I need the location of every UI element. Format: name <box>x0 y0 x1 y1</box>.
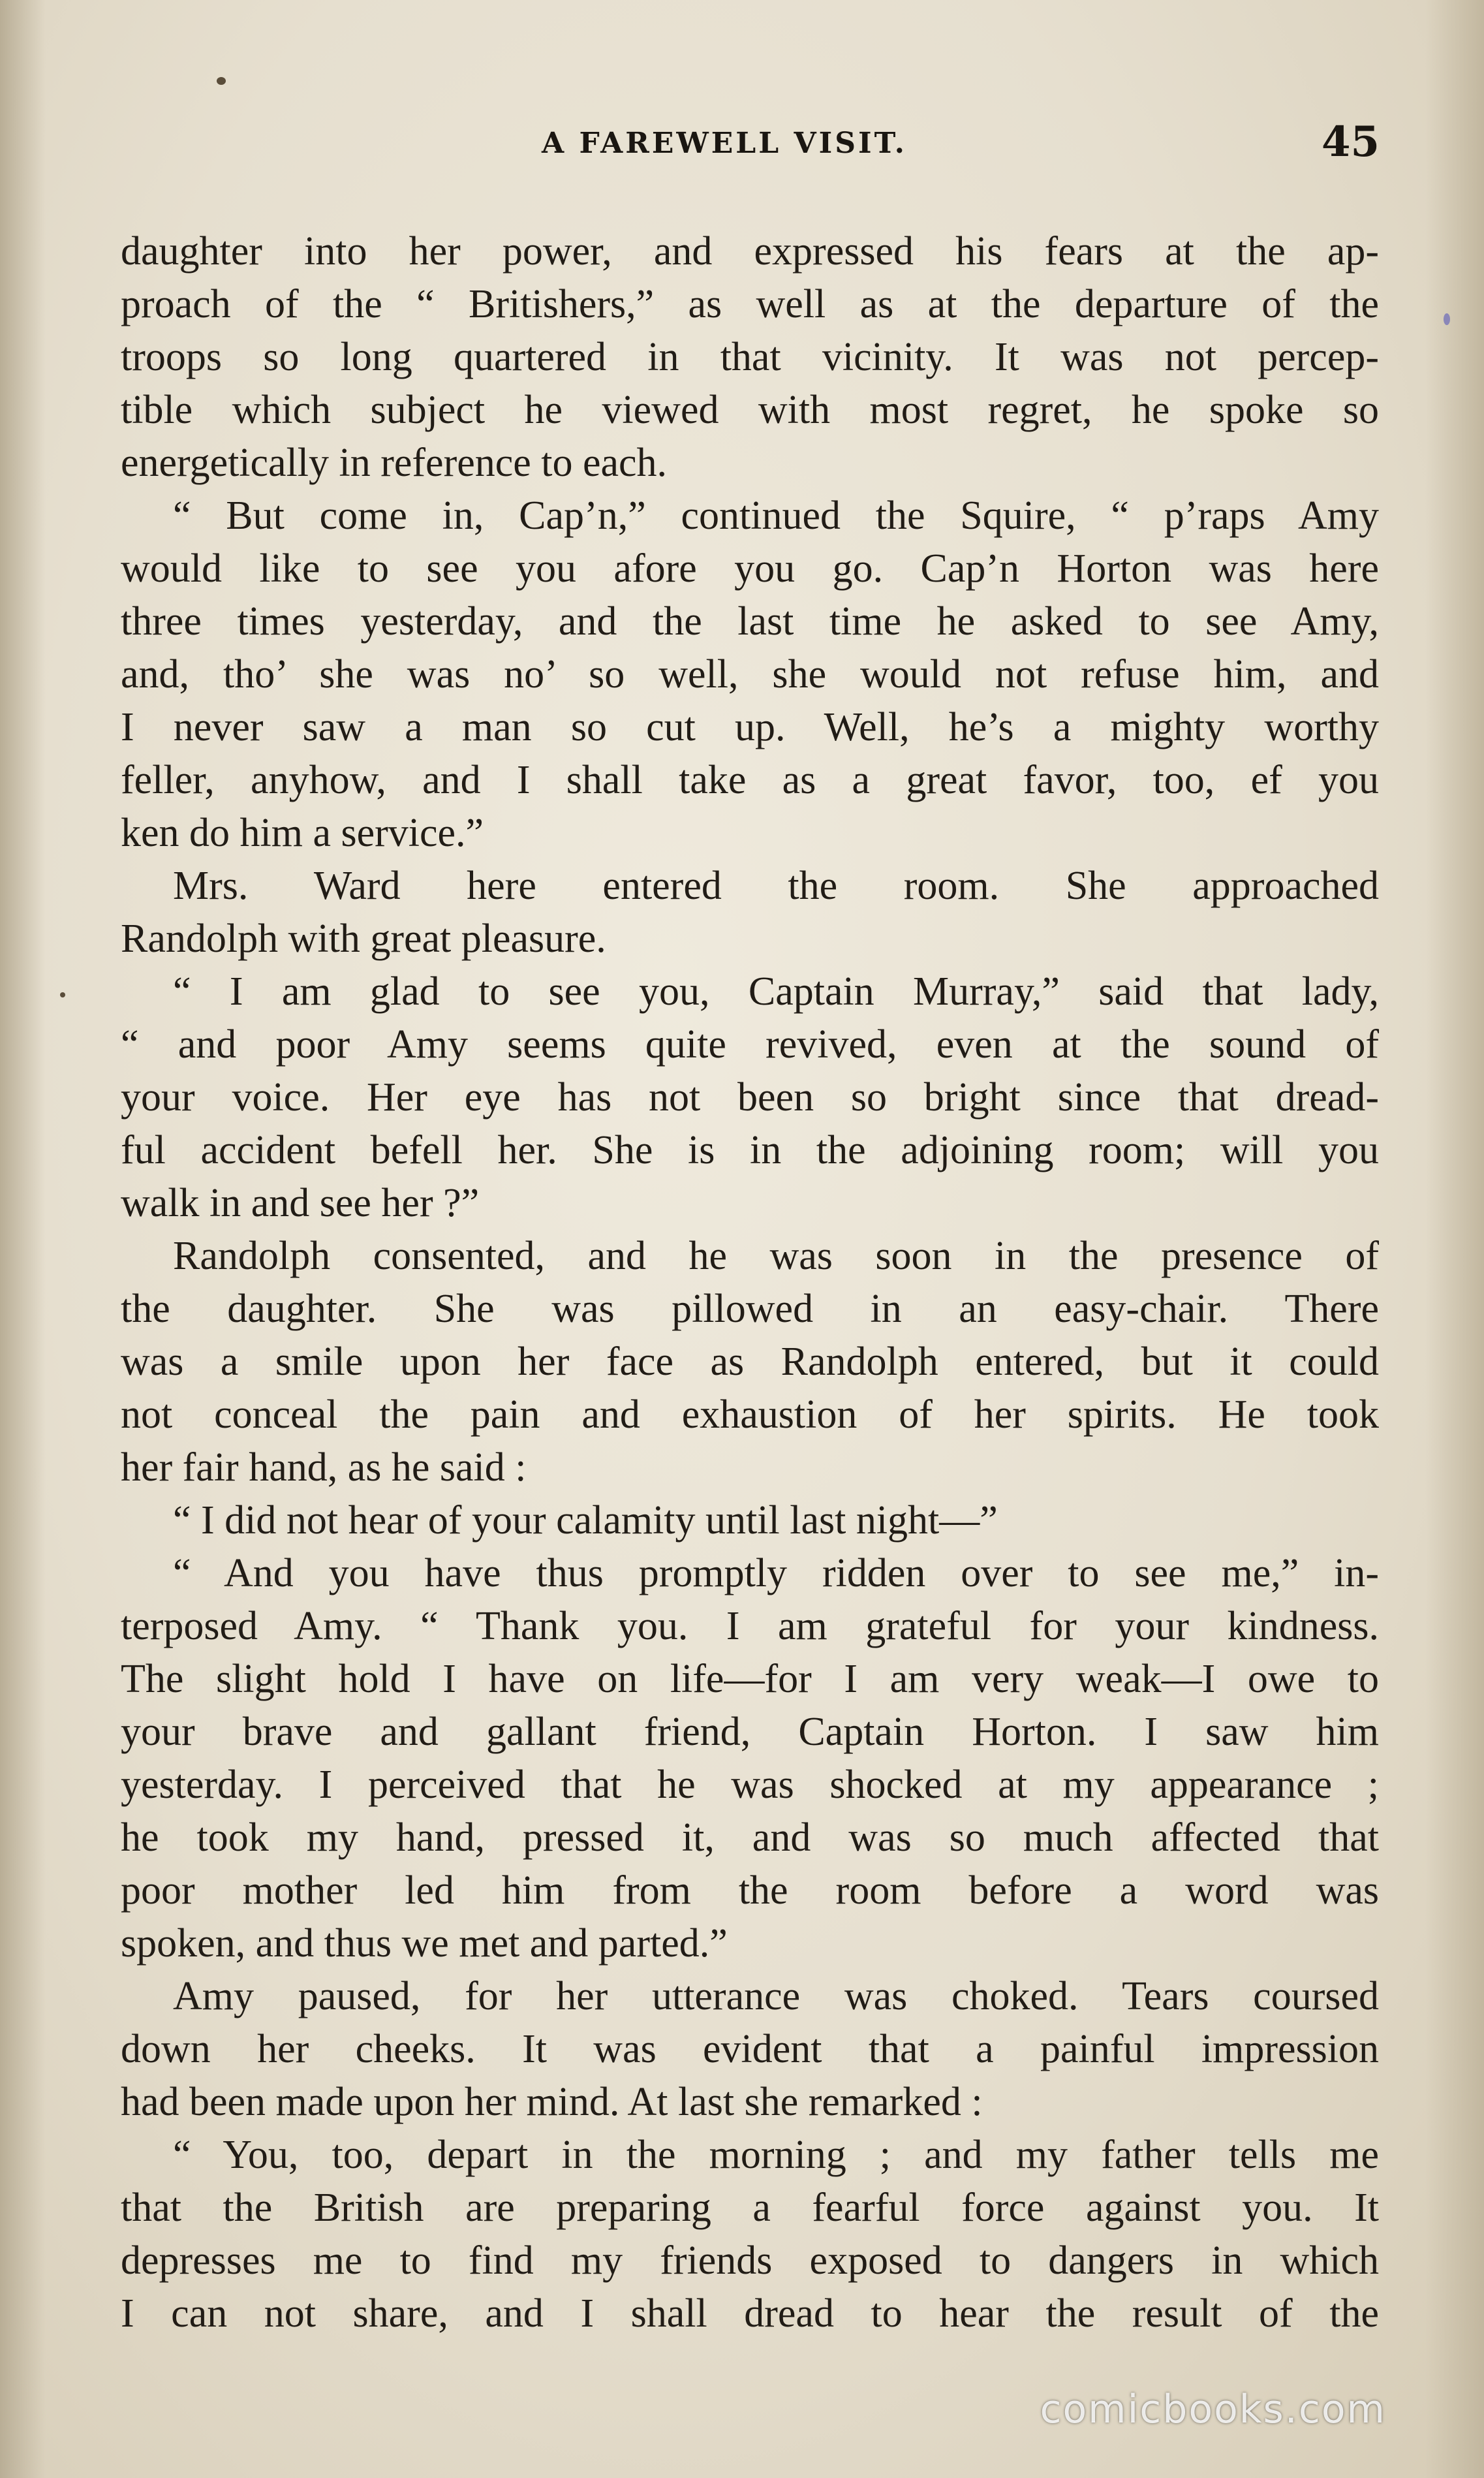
running-title: A FAREWELL VISIT. <box>542 127 907 160</box>
text-line: energetically in reference to each. <box>121 441 668 485</box>
page-number: 45 <box>1321 118 1380 166</box>
text-line: I never saw a man so cut up. Well, he’s a mighty worthy <box>121 705 1379 749</box>
text-line: terposed Amy. “ Thank you. I am grateful for your kindness. <box>121 1604 1379 1648</box>
text-line: the daughter. She was pillowed in an easy-chair. There <box>121 1287 1379 1331</box>
text-line: and, tho’ she was no’ so well, she would not refuse him, and <box>121 652 1379 697</box>
text-line: The slight hold I have on life—for I am very weak—I owe to <box>121 1657 1379 1701</box>
text-line: “ I did not hear of your calamity until last night—” <box>173 1498 998 1543</box>
body-text <box>121 225 1379 2340</box>
text-line: ken do him a service.” <box>121 811 484 855</box>
text-line: feller, anyhow, and I shall take as a great favor, too, ef you <box>121 758 1379 802</box>
text-line: your brave and gallant friend, Captain Horton. I saw him <box>121 1710 1379 1754</box>
watermark: comicbooks.com <box>1040 2387 1386 2432</box>
text-line: “ and poor Amy seems quite revived, even at the sound of <box>121 1022 1379 1067</box>
text-line: down her cheeks. It was evident that a painful impression <box>121 2027 1379 2071</box>
text-line: her fair hand, as he said : <box>121 1445 527 1490</box>
text-line: troops so long quartered in that vicinity. It was not percep- <box>121 335 1379 379</box>
text-line: “ You, too, depart in the morning ; and my father tells me <box>173 2133 1379 2177</box>
page-header <box>0 111 1484 183</box>
page-edge-shadow-right <box>1425 0 1484 2478</box>
text-line: depresses me to find my friends exposed to dangers in which <box>121 2238 1379 2283</box>
text-line: daughter into her power, and expressed his fears at the ap- <box>121 229 1379 274</box>
ink-speck <box>60 992 65 997</box>
text-line: not conceal the pain and exhaustion of her spirits. He took <box>121 1392 1379 1437</box>
text-line: “ And you have thus promptly ridden over to see me,” in- <box>173 1551 1379 1595</box>
text-line: “ But come in, Cap’n,” continued the Squire, “ p’raps Amy <box>173 494 1379 538</box>
text-line: was a smile upon her face as Randolph entered, but it could <box>121 1340 1379 1384</box>
text-line: he took my hand, pressed it, and was so much affected that <box>121 1815 1379 1860</box>
page-edge-shadow-left <box>0 0 46 2478</box>
text-line: would like to see you afore you go. Cap’n Horton was here <box>121 546 1379 591</box>
text-line: walk in and see her ?” <box>121 1181 480 1225</box>
text-line: had been made upon her mind. At last she remarked : <box>121 2080 983 2124</box>
text-line: yesterday. I perceived that he was shocked at my appearance ; <box>121 1763 1379 1807</box>
text-line: “ I am glad to see you, Captain Murray,” said that lady, <box>173 969 1379 1014</box>
text-line: your voice. Her eye has not been so bright since that dread- <box>121 1075 1379 1120</box>
ink-speck <box>217 77 226 85</box>
text-line: Amy paused, for her utterance was choked. Tears coursed <box>173 1974 1379 2018</box>
text-line: proach of the “ Britishers,” as well as at the departure of the <box>121 282 1379 326</box>
text-line: Mrs. Ward here entered the room. She approached <box>173 864 1379 908</box>
text-line: tible which subject he viewed with most regret, he spoke so <box>121 388 1379 432</box>
text-line: I can not share, and I shall dread to hear the result of the <box>121 2291 1379 2336</box>
ink-speck <box>1444 313 1450 325</box>
text-line: spoken, and thus we met and parted.” <box>121 1921 728 1966</box>
text-line: Randolph consented, and he was soon in the presence of <box>173 1234 1379 1278</box>
text-line: three times yesterday, and the last time he asked to see Amy, <box>121 599 1379 644</box>
text-line: Randolph with great pleasure. <box>121 917 606 961</box>
text-line: that the British are preparing a fearful force against you. It <box>121 2186 1379 2230</box>
text-line: ful accident befell her. She is in the adjoining room; will you <box>121 1128 1379 1172</box>
text-line: poor mother led him from the room before a word was <box>121 1868 1379 1913</box>
